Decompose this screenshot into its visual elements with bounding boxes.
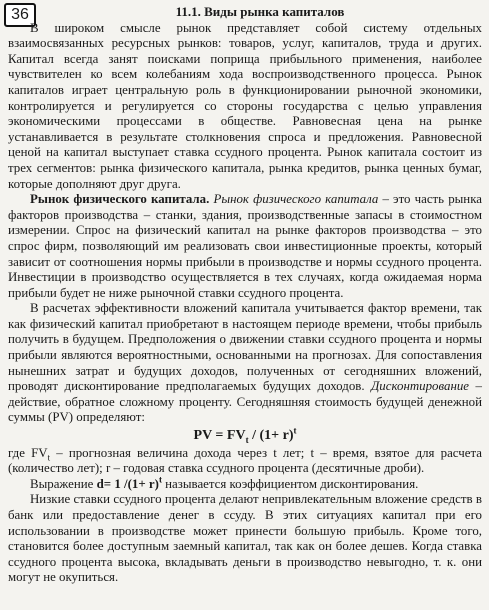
formula-exponent: t: [293, 425, 297, 436]
coef-suffix: называется коэффициентом дисконтирования.: [161, 476, 419, 491]
paragraph-discounting-text-b: – действие, обратное сложному проценту. Сегодняшняя стоимость будущей денежной суммы (PV) определяют:: [8, 379, 483, 425]
term-discounting: Дисконтирование: [371, 379, 470, 394]
paragraph-low-rates: Низкие ставки ссудного процента делают непривлекательным вложение средств в банк или предоставление денег в ссуду. В этих ситуациях капитал при его использовании в производстве может принести большую прибыль. Кроме того, становится более доступным заемный капитал, так как он более дешев. Когда ставка ссудного процента высока, вкладывать деньги в производство невыгодно, т. к. они могут не окупиться.: [8, 492, 482, 585]
coef-exponent: t: [158, 474, 162, 485]
pv-formula: [8, 425, 482, 445]
coef-expression: d= 1 /(1+ r): [96, 476, 159, 491]
legend-subscript: t: [47, 452, 51, 463]
paragraph-physical-capital-text: – это часть рынка факторов производства – станки, здания, производственные запасы в стоимостном измерении. Спрос на физический капитал на рынке факторов производства – это спрос фирм, позволяющий им реализовать свои инвестиционные проекты, который зависит от соотношения нормы прибыли в производстве и нормы ссудного процента. Инвестиции в производство осуществляется в тех случаях, когда ожидаемая норма прибыли будет не ниже рыночной ставки ссудного процента.: [8, 192, 482, 300]
formula-denominator: / (1+ r): [248, 428, 294, 444]
legend-text: – прогнозная величина дохода через t лет; t – время, взятое для расчета (количество лет); r – годовая ставка ссудного процента (десятичные дроби).: [8, 445, 482, 476]
discount-coefficient: [8, 474, 482, 493]
formula-legend: [8, 446, 482, 477]
paragraph-discounting: [8, 301, 482, 426]
formula-lhs: PV = FV: [193, 428, 246, 444]
paragraph-discounting-text-a: В расчетах эффективности вложений капитала учитывается фактор времени, так как физический капитал приобретают в настоящем периоде времени, чтобы прибыль получить в будущем. Предположения о движении ставки ссудного процента и нормы прибыли являются вероятностными, основанными на прогнозах. Для сопоставления нынешних затрат и будущих доходов, полученных от сегодняшних вложений, проводят дисконтирование предполагаемых будущих доходов.: [8, 301, 482, 394]
page-number-badge: 36: [4, 3, 36, 27]
paragraph-intro: В широком смысле рынок представляет собой систему отдельных взаимосвязанных ресурсных рынков: товаров, услуг, капиталов, труда и других. Капитал всегда занят поисками поприща прибыльного применения, наиболее чувствителен ко всем колебаниям хода воспроизводственного процесса. Рынок капиталов играет центральную роль в функционировании рыночной экономики, контролируется и регулируется со стороны государства с целью управления экономическими процессами в обществе. Равновесная цена на рынке устанавливается в результате столкновения спроса и предложения. Равновесной ценой на капитал выступает ставка ссудного процента. Рынок капитала состоит из трех сегментов: рынка физического капитала, рынка кредитов, рынка ценных бумаг, которые дополняют друг друга.: [8, 20, 482, 191]
term-physical-capital: Рынок физического капитала: [213, 192, 379, 207]
paragraph-physical-capital: [8, 192, 482, 301]
document-body: [8, 4, 482, 586]
paragraph-heading: Рынок физического капитала.: [30, 192, 210, 207]
coef-prefix: Выражение: [30, 476, 97, 491]
formula-subscript: t: [245, 434, 249, 445]
legend-prefix: где FV: [8, 445, 48, 460]
section-title: 11.1. Виды рынка капиталов: [175, 4, 345, 19]
